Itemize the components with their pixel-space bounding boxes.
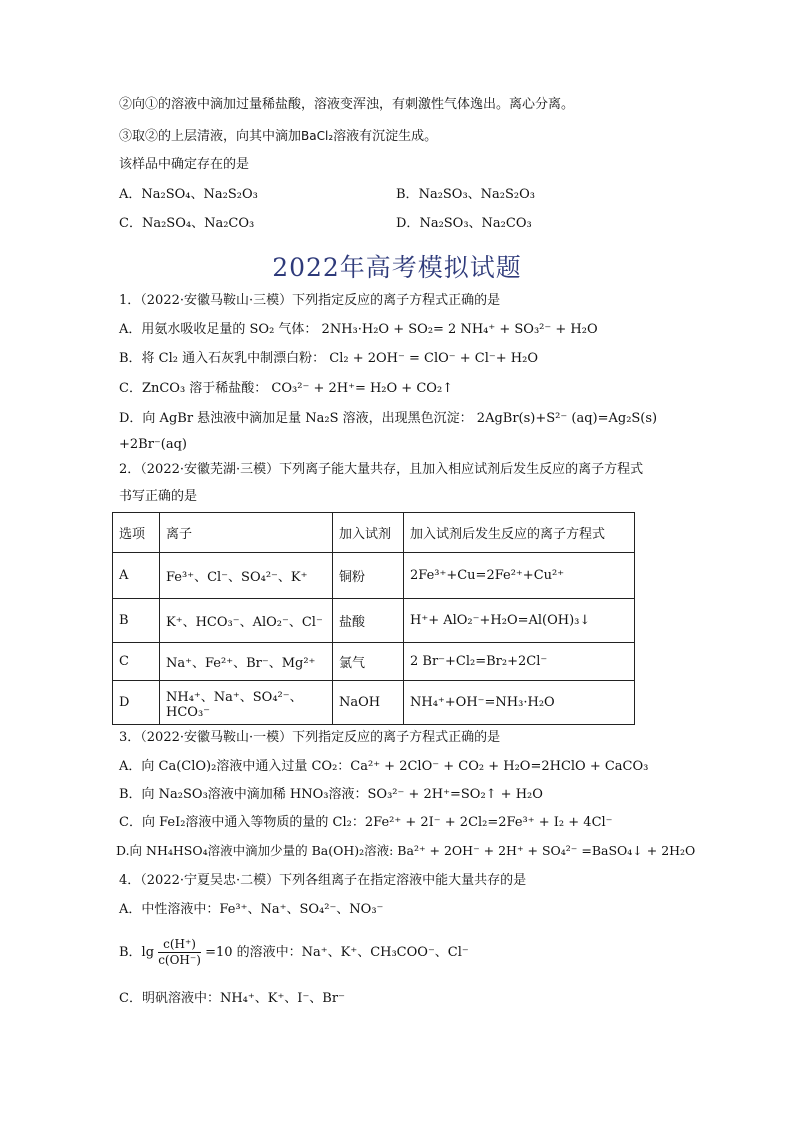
prev-option-c: C．Na₂SO₄、Na₂CO₃ [119, 216, 255, 231]
row-equation: 2Fe³⁺+Cu=2Fe²⁺+Cu²⁺ [404, 553, 635, 599]
q3-option-a: A．向 Ca(ClO)₂溶液中通入过量 CO₂：Ca²⁺ + 2ClO⁻ + CO₂ + H₂O=2HClO + CaCO₃ [119, 759, 649, 774]
q3-option-d: D.向 NH₄HSO₄溶液中滴加少量的 Ba(OH)₂溶液: Ba²⁺ + 2OH⁻ + 2H⁺ + SO₄²⁻ =BaSO₄↓ + 2H₂O [116, 843, 696, 858]
q3-option-c: C．向 FeI₂溶液中通入等物质的量的 Cl₂：2Fe²⁺ + 2I⁻ + 2Cl₂=2Fe³⁺ + I₂ + 4Cl⁻ [119, 815, 613, 830]
q1-option-b: B．将 Cl₂ 通入石灰乳中制漂白粉： Cl₂ + 2OH⁻ = ClO⁻ + Cl⁻+ H₂O [119, 351, 539, 366]
q2-stem-line1: 2．（2022·安徽芜湖·三模）下列离子能大量共存，且加入相应试剂后发生反应的离子方程式 [119, 462, 644, 477]
prev-step3-post: 溶液有沉淀生成。 [333, 129, 438, 144]
q1-option-d-line1: D．向 AgBr 悬浊液中滴加足量 Na₂S 溶液，出现黑色沉淀： 2AgBr(s)+S²⁻ (aq)=Ag₂S(s) [119, 411, 658, 426]
fraction-denominator: c(OH⁻) [158, 953, 201, 967]
q3-option-b: B．向 Na₂SO₃溶液中滴加稀 HNO₃溶液：SO₃²⁻ + 2H⁺=SO₂↑ + H₂O [119, 787, 543, 802]
q4-option-b-rest: =10 的溶液中：Na⁺、K⁺、CH₃COO⁻、Cl⁻ [205, 945, 469, 960]
row-reagent: NaOH [333, 681, 404, 725]
row-equation: H⁺+ AlO₂⁻+H₂O=Al(OH)₃↓ [404, 599, 635, 643]
row-option: B [113, 599, 160, 643]
row-ions: NH₄⁺、Na⁺、SO₄²⁻、HCO₃⁻ [160, 681, 333, 725]
table-header-cell: 选项 [113, 513, 160, 553]
row-equation: NH₄⁺+OH⁻=NH₃·H₂O [404, 681, 635, 725]
row-equation: 2 Br⁻+Cl₂=Br₂+2Cl⁻ [404, 643, 635, 681]
q4-option-b-label: B．lg [119, 945, 155, 960]
row-reagent: 氯气 [333, 643, 404, 681]
prev-option-a: A．Na₂SO₄、Na₂S₂O₃ [119, 187, 258, 202]
row-ions: K⁺、HCO₃⁻、AlO₂⁻、Cl⁻ [160, 599, 333, 643]
table-header-row [113, 513, 635, 553]
q2-options-table [112, 512, 635, 725]
row-ions: Na⁺、Fe²⁺、Br⁻、Mg²⁺ [160, 643, 333, 681]
q4-option-b [119, 933, 469, 973]
row-option: A [113, 553, 160, 599]
table-row [113, 599, 635, 643]
fraction-numerator: c(H⁺) [158, 937, 201, 953]
table-header-cell: 离子 [160, 513, 333, 553]
table-header-cell: 加入试剂后发生反应的离子方程式 [404, 513, 635, 553]
q4-option-a: A．中性溶液中：Fe³⁺、Na⁺、SO₄²⁻、NO₃⁻ [119, 902, 384, 917]
prev-question: 该样品中确定存在的是 [119, 157, 250, 172]
prev-option-d: D．Na₂SO₃、Na₂CO₃ [396, 216, 532, 231]
row-ions: Fe³⁺、Cl⁻、SO₄²⁻、K⁺ [160, 553, 333, 599]
row-reagent: 盐酸 [333, 599, 404, 643]
q2-stem-line2: 书写正确的是 [119, 489, 198, 504]
row-option: C [113, 643, 160, 681]
q3-stem: 3．（2022·安徽马鞍山·一模）下列指定反应的离子方程式正确的是 [119, 730, 501, 745]
prev-option-b: B．Na₂SO₃、Na₂S₂O₃ [396, 187, 535, 202]
section-title: 2022年高考模拟试题 [272, 253, 522, 282]
row-reagent: 铜粉 [333, 553, 404, 599]
concentration-ratio-fraction [158, 937, 201, 968]
table-row [113, 681, 635, 725]
q4-option-c: C．明矾溶液中：NH₄⁺、K⁺、I⁻、Br⁻ [119, 991, 345, 1006]
table-row [113, 553, 635, 599]
prev-step3-pre: ③取②的上层清液，向其中滴加 [119, 129, 302, 144]
table-header-cell: 加入试剂 [333, 513, 404, 553]
q1-option-a: A．用氨水吸收足量的 SO₂ 气体： 2NH₃·H₂O + SO₂= 2 NH₄⁺ + SO₃²⁻ + H₂O [119, 322, 598, 337]
row-option: D [113, 681, 160, 725]
prev-step3-reagent: BaCl₂ [301, 129, 334, 143]
prev-step2: ②向①的溶液中滴加过量稀盐酸，溶液变浑浊，有刺激性气体逸出。离心分离。 [119, 97, 575, 112]
q1-option-d-line2: +2Br⁻(aq) [119, 437, 188, 452]
q1-stem: 1．（2022·安徽马鞍山·三模）下列指定反应的离子方程式正确的是 [119, 293, 501, 308]
q4-stem: 4．（2022·宁夏吴忠·二模）下列各组离子在指定溶液中能大量共存的是 [119, 873, 527, 888]
prev-step3 [119, 127, 437, 146]
table-row [113, 643, 635, 681]
q1-option-c: C．ZnCO₃ 溶于稀盐酸： CO₃²⁻ + 2H⁺= H₂O + CO₂↑ [119, 381, 454, 396]
